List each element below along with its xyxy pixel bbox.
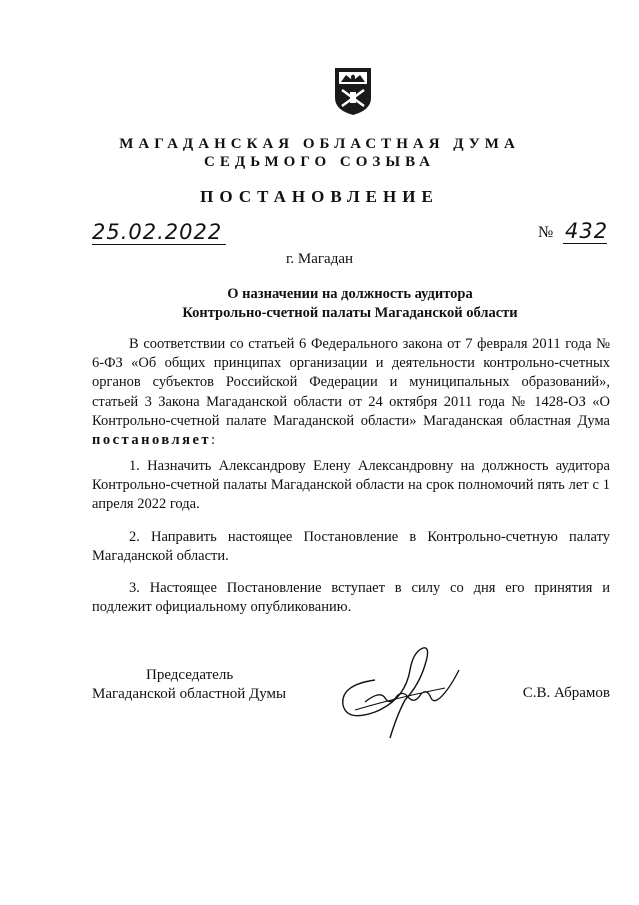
item-3-paragraph: 3. Настоящее Постановление вступает в силу со дня его принятия и подлежит официальному опубликованию. [92, 580, 610, 616]
document-type-title: ПОСТАНОВЛЕНИЕ [200, 187, 439, 206]
preamble-text: В соответствии со статьей 6 Федерального закона от 7 февраля 2011 года № 6-ФЗ «Об общих принципах организации и деятельности контрольно-счетных органов субъектов Российской Федерации и муниципальных образований», статьей 3 Закона Магаданской области от 24 октября 2011 года № 1428-ОЗ «О Контрольно-счетной палате Магаданской области» Магаданская областная Дума [92, 336, 610, 429]
resolves-colon: : [211, 432, 216, 449]
number-underline [563, 243, 607, 244]
resolves-word: постановляет [92, 432, 212, 449]
subject-line1: О назначении на должность аудитора [227, 286, 473, 302]
chair-title-line1: Председатель [146, 667, 234, 683]
date-underline [92, 244, 226, 245]
preamble-paragraph [92, 335, 610, 450]
chair-title-line2: Магаданской областной Думы [92, 686, 287, 702]
org-name-line2: СЕДЬМОГО СОЗЫВА [204, 154, 435, 170]
number-label: № [538, 224, 554, 241]
handwritten-number: 432 [565, 219, 609, 243]
city: г. Магадан [285, 251, 354, 267]
handwritten-date: 25.02.2022 [92, 220, 223, 244]
signer-name: С.В. Абрамов [522, 685, 610, 701]
org-name-line1: МАГАДАНСКАЯ ОБЛАСТНАЯ ДУМА [119, 136, 520, 152]
item-2-paragraph: 2. Направить настоящее Постановление в Контрольно-счетную палату Магаданской области. [92, 529, 610, 565]
coat-of-arms-emblem [333, 66, 373, 116]
item-1-paragraph: 1. Назначить Александрову Елену Александровну на должность аудитора Контрольно-счетной палаты Магаданской области на срок полномочий пять лет с 1 апреля 2022 года. [92, 458, 610, 513]
handwritten-signature [335, 640, 465, 740]
subject-line2: Контрольно-счетной палаты Магаданской области [182, 305, 518, 321]
